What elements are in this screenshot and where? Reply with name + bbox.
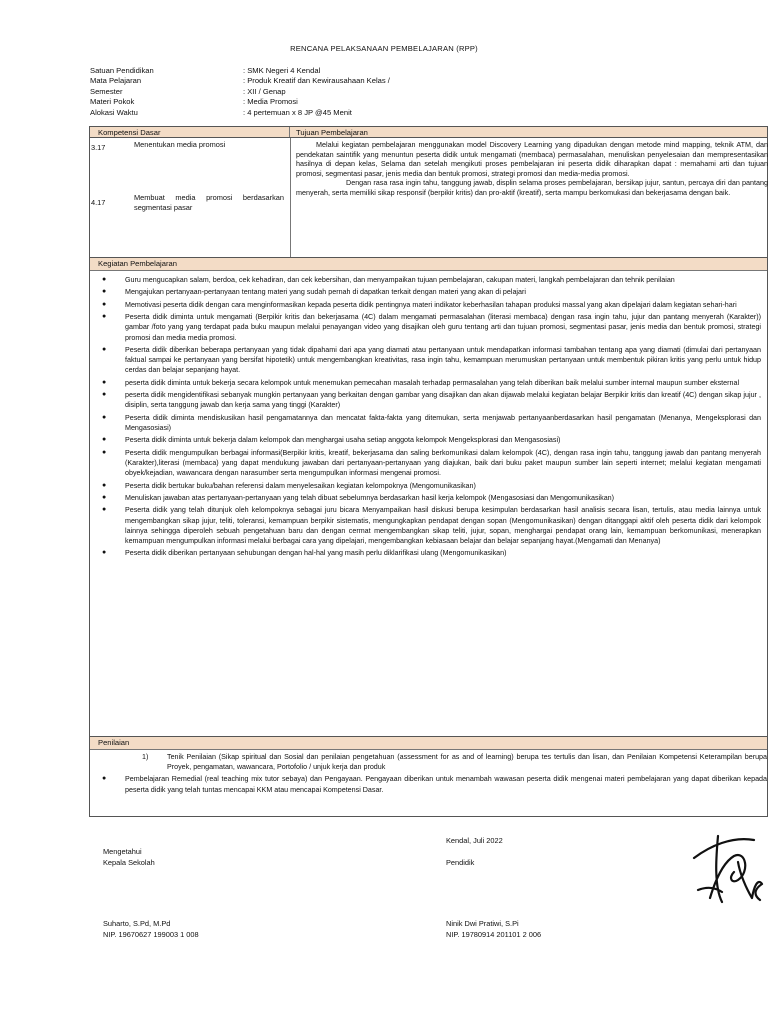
list-item: ● Peserta didik yang telah ditunjuk oleh kelompoknya sebagai juru bicara Menyampaikan hasil diskusi berupa kesimpulan berdasarkan hasil analisis secara lisan, tertulis, atau media lainnya untuk mengembangkan sikap jujur, teliti, toleransi, kemampuan berpikir sistematis, mengungkapkan pendapat dengan sopan (Mengomunikasikan) dengan ditanggapi aktif oleh peserta didik dari kelompok lainnya sehingga diperoleh sebuah pengetahuan baru dan dengan cermat mengembangkan sikap teliti, jujur, sopan, menghargai pendapat orang lain, kemampuan berkomunikasi, menerapkan kemampuan mengumpulkan informasi melalui berbagai cara yang dipelajari, mengembangkan kebiasaan belajar dan belajar sepanjang hayat.(Mengamati dan Menanya)	[90, 505, 767, 546]
penilaian-text: Tenik Penilaian (Sikap spiritual dan Sosial dan penilaian pengetahuan (assessment for as and of learning) berupa tes tertulis dan lisan, dan Penilaian Kompetensi Keterampilan berupa Proyek, pengamatan, wawancara, Portofolio / unjuk kerja dan produk	[167, 753, 767, 772]
identity-label: Satuan Pendidikan	[90, 66, 154, 75]
tujuan-paragraph-2: Dengan rasa rasa ingin tahu, tanggung jawab, displin selama proses pembelajaran, bersikap jujur, santun, percaya diri dan pantang menyerah, serta memiliki sikap responsif (berpikir kritis) dan pro-aktif (kreatif), serta mampu berkomukasi dan bekerjasama dengan baik.	[296, 178, 768, 197]
kd-number: 4.17	[91, 198, 106, 207]
list-item: ● Mengajukan pertanyaan-pertanyaan tentang materi yang sudah pernah di dapatkan terkait dengan materi yang akan di pelajari	[90, 287, 767, 297]
place-date: Kendal, Juli 2022	[446, 836, 503, 845]
list-item: ● Peserta didik bertukar buku/bahan referensi dalam menyelesaikan kegiatan kelompoknya (Mengomunikasikan)	[90, 481, 767, 491]
tujuan-paragraph-1: Melalui kegiatan pembelajaran menggunakan model Discovery Learning yang dipadukan dengan metode mind mapping, teknik ATM, dan pendekatan saintifik yang menuntun peserta didik untuk mengamati (membaca) permasalahan, menuliskan penyelesaian dan mempresentasikan hasilnya di depan kelas, Selama dan setelah mengikuti proses pembelajaran ini peserta didik diharapkan dapat : memahami arti dan tujuan promosi, segmentasi pasar, jenis media dan bentuk promosi, strategi promosi dan media-media promosi.	[296, 140, 768, 178]
kepala-sekolah-name: Suharto, S.Pd, M.Pd	[103, 919, 171, 928]
identity-row-mapel	[90, 76, 490, 86]
column-divider	[290, 138, 291, 257]
penilaian-number: 1)	[142, 753, 149, 761]
identity-value: : Media Promosi	[243, 97, 298, 107]
list-item: ● Menuliskan jawaban atas pertanyaan-pertanyaan yang telah dibuat sebelumnya berdasarkan hasil kerja kelompok (Mengasosiasi dan Mengomunikasikan)	[90, 493, 767, 503]
penilaian-title: Penilaian	[90, 737, 767, 750]
kegiatan-section	[89, 257, 768, 737]
identity-label: Alokasi Waktu	[90, 107, 138, 117]
kd-text: Menentukan media promosi	[134, 140, 226, 149]
kd-text: Membuat media promosi berdasarkan segmentasi pasar	[134, 193, 284, 212]
pendidik-nip: NIP. 19780914 201101 2 006	[446, 930, 542, 939]
mengetahui-label: Mengetahui	[103, 847, 142, 856]
list-item: ● Peserta didik diminta untuk mengamati (Berpikir kritis dan bekerjasama (4C) dalam mengamati permasalahan (literasi membaca) dengan rasa ingin tahu, jujur dan pantang menyerah (Karakter)) gambar /foto yang yang terdapat pada buku maupun melalui penayangan video yang disajikan oleh guru tentang arti dan tujuan promosi, segmentasi pasar, jenis media dan bentuk promosi, strategi promosi dan media media promosi.	[90, 312, 767, 343]
list-item: ● Peserta didik diberikan beberapa pertanyaan yang tidak dipahami dari apa yang diamati atau pertanyaan untuk mendapatkan informasi tambahan tentang apa yang diamati (dimulai dari pertanyaan faktual sampai ke pertanyaan yang bersifat hipotetik) untuk mengembangkan kreativitas, rasa ingin tahu, kemampuan merumuskan pertanyaan untuk membentuk pikiran kritis yang perlu untuk hidup cerdas dan belajar sepanjang hayat.	[90, 345, 767, 376]
penilaian-section	[89, 736, 768, 817]
kegiatan-title: Kegiatan Pembelajaran	[90, 258, 767, 271]
tujuan-header-label: Tujuan Pembelajaran	[296, 128, 368, 137]
identity-row-materi	[90, 97, 490, 107]
list-item: ● peserta didik diminta untuk bekerja secara kelompok untuk menemukan pemecahan masalah terhadap permasalahan yang telah diberikan baik melalui sumber internal maupun sumber eksternal	[90, 378, 767, 388]
bullet-icon: ●	[102, 775, 107, 783]
document-title: RENCANA PELAKSANAAN PEMBELAJARAN (RPP)	[290, 44, 478, 53]
identity-row-semester	[90, 87, 490, 97]
penilaian-item-2	[90, 774, 767, 794]
penilaian-item-1	[90, 752, 767, 772]
identity-value: : XII / Genap	[243, 86, 286, 96]
identity-row-alokasi	[90, 108, 490, 118]
identity-value: : Produk Kreatif dan Kewirausahaan Kelas /	[243, 76, 390, 86]
kepala-sekolah-label: Kepala Sekolah	[103, 858, 155, 867]
tujuan-text	[296, 140, 768, 198]
list-item: ● Peserta didik mengumpulkan berbagai informasi(Berpikir kritis, kreatif, bekerjasama dan saling berkomunikasi dalam kelompok (4C), dengan rasa ingin tahu, tanggung jawab dan pantang menyerah (Karakter),literasi (membaca) yang dapat mendukung jawaban dari pertanyaan-pertanyaan yang diajukan, baik dari buku paket maupun sumber lain seperti internet; melalui kegiatan mengamati obyek/kejadian, wawancara dengan narasumber serta mengumpulkan informasi mengenai promosi.	[90, 448, 767, 479]
signature-image	[688, 828, 766, 912]
list-item: ● Peserta didik diberikan pertanyaan sehubungan dengan hal-hal yang masih perlu diklarifikasi ulang (Mengomunikasikan)	[90, 548, 767, 558]
pendidik-label: Pendidik	[446, 858, 475, 867]
identity-label: Semester	[90, 86, 123, 96]
list-item: ● Memotivasi peserta didik dengan cara menginformasikan kepada peserta didik pentingnya materi indikator keberhasilan tahapan produksi massal yang akan dipelajari dalam kegiatan sehari-hari	[90, 300, 767, 310]
kd-header-label: Kompetensi Dasar	[90, 127, 290, 137]
identity-label: Mata Pelajaran	[90, 76, 142, 86]
kd-table-body	[89, 137, 768, 258]
list-item: ● Peserta didik diminta untuk bekerja dalam kelompok dan menghargai usaha setiap anggota kelompok Mengeksplorasi dan Mengasosiasi)	[90, 435, 767, 445]
kegiatan-list	[90, 271, 767, 559]
pendidik-name: Ninik Dwi Pratiwi, S.Pi	[446, 919, 519, 928]
list-item: ● Peserta didik diminta mendiskusikan hasil pengamatannya dan mencatat fakta-fakta yang ditemukan, serta menjawab pertanyaanberdasarkan hasil pengamatan (Menanya, Mengeksplorasi dan Mengasosiasi)	[90, 413, 767, 433]
list-item: ● peserta didik mengidentifikasi sebanyak mungkin pertanyaan yang berkaitan dengan gambar yang disajikan dan akan dijawab melalui kegiatan belajar Berpikir kritis dan kreatif (4C) dengan sikap jujur , disiplin, serta tanggung jawab dan kerja sama yang tinggi (Karakter)	[90, 390, 767, 410]
identity-row-satuan	[90, 66, 490, 76]
identity-block	[90, 66, 490, 118]
identity-value: : 4 pertemuan x 8 JP @45 Menit	[243, 107, 352, 117]
kepala-sekolah-nip: NIP. 19670627 199003 1 008	[103, 930, 199, 939]
kd-number: 3.17	[91, 143, 106, 152]
list-item: ● Guru mengucapkan salam, berdoa, cek kehadiran, dan cek kebersihan, dan menyampaikan tujuan pembelajaran, cakupan materi, langkah pembelajaran dan tehnik penilaian	[90, 275, 767, 285]
identity-value: : SMK Negeri 4 Kendal	[243, 66, 321, 75]
penilaian-text: Pembelajaran Remedial (real teaching mix tutor sebaya) dan Pengayaan. Pengayaan diberikan untuk menambah wawasan peserta didik mengenai materi pembelajaran yang dapat diberikan kepada peserta didik yang telah tuntas mencapai KKM atau mencapai Kompetensi Dasar.	[125, 775, 767, 794]
identity-label: Materi Pokok	[90, 97, 135, 107]
